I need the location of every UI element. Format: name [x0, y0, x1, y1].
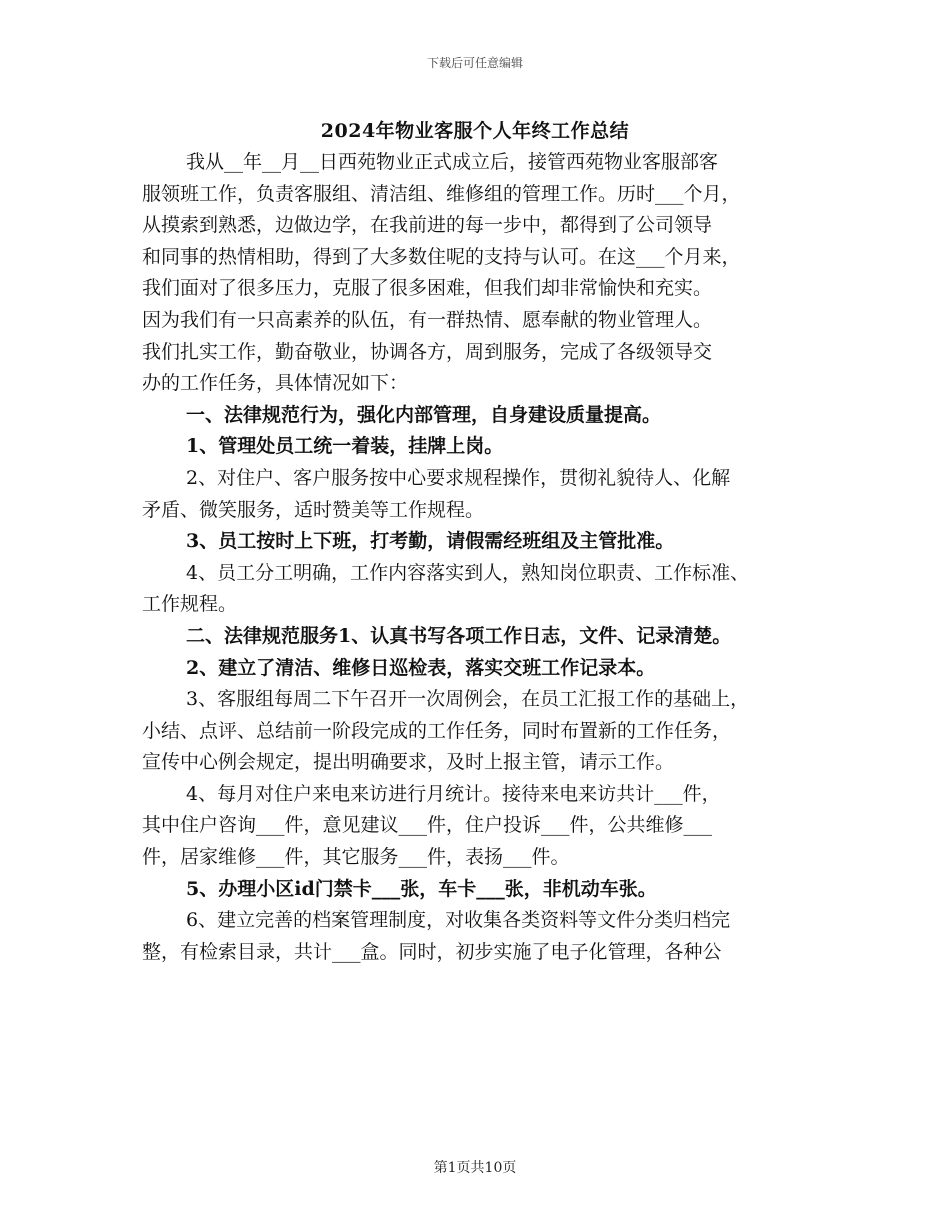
text-line: 5、办理小区id门禁卡___张，车卡___张，非机动车张。 — [186, 877, 657, 900]
text-line: 我们面对了很多压力，克服了很多困难，但我们却非常愉快和充实。 — [142, 277, 713, 300]
text-line: 3、客服组每周二下午召开一次周例会，在员工汇报工作的基础上， — [186, 688, 750, 711]
text-line: 1、管理处员工统一着装，挂牌上岗。 — [186, 435, 504, 458]
text-line: 小结、点评、总结前一阶段完成的工作任务，同时布置新的工作任务， — [142, 719, 732, 742]
text-line: 从摸索到熟悉，边做边学，在我前进的每一步中，都得到了公司领导 — [142, 214, 713, 237]
text-line: 我们扎实工作，勤奋敬业，协调各方，周到服务，完成了各级领导交 — [142, 340, 713, 363]
text-line: 矛盾、微笑服务，适时赞美等工作规程。 — [142, 498, 485, 521]
text-line: 宣传中心例会规定，提出明确要求，及时上报主管，请示工作。 — [142, 751, 675, 774]
document-title: 2024年物业客服个人年终工作总结 — [320, 120, 630, 142]
page-footer: 第1页共10页 — [433, 1160, 517, 1176]
document-body — [142, 147, 822, 968]
text-line: 服领班工作，负责客服组、清洁组、维修组的管理工作。历时___个月， — [142, 182, 741, 205]
text-line: 办的工作任务，具体情况如下： — [142, 372, 409, 395]
text-line: 2、建立了清洁、维修日巡检表，落实交班工作记录本。 — [186, 656, 656, 679]
text-line: 工作规程。 — [142, 593, 238, 616]
text-line: 整，有检索目录，共计___盒。同时，初步实施了电子化管理，各种公 — [142, 940, 722, 963]
text-line: 因为我们有一只高素养的队伍，有一群热情、愿奉献的物业管理人。 — [142, 308, 713, 331]
text-line: 其中住户咨询___件，意见建议___件，住户投诉___件，公共维修___ — [142, 814, 713, 837]
text-line: 4、每月对住户来电来访进行月统计。接待来电来访共计___件， — [186, 782, 721, 805]
text-line: 4、员工分工明确，工作内容落实到人，熟知岗位职责、工作标准、 — [186, 561, 750, 584]
page-header: 下载后可任意编辑 — [426, 56, 523, 70]
text-line: 件，居家维修___件，其它服务___件，表扬___件。 — [142, 846, 570, 869]
text-line: 和同事的热情相助，得到了大多数住呢的支持与认可。在这___个月来， — [142, 245, 741, 268]
text-line: 我从__年__月__日西苑物业正式成立后，接管西苑物业客服部客 — [186, 151, 719, 173]
text-line: 3、员工按时上下班，打考勤，请假需经班组及主管批准。 — [186, 530, 675, 553]
text-line: 2、对住户、客户服务按中心要求规程操作，贯彻礼貌待人、化解 — [186, 466, 731, 489]
text-line: 一、法律规范行为，强化内部管理，自身建设质量提高。 — [186, 403, 662, 426]
text-line: 6、建立完善的档案管理制度，对收集各类资料等文件分类归档完 — [186, 909, 731, 932]
text-line: 二、法律规范服务1、认真书写各项工作日志，文件、记录清楚。 — [186, 624, 732, 647]
